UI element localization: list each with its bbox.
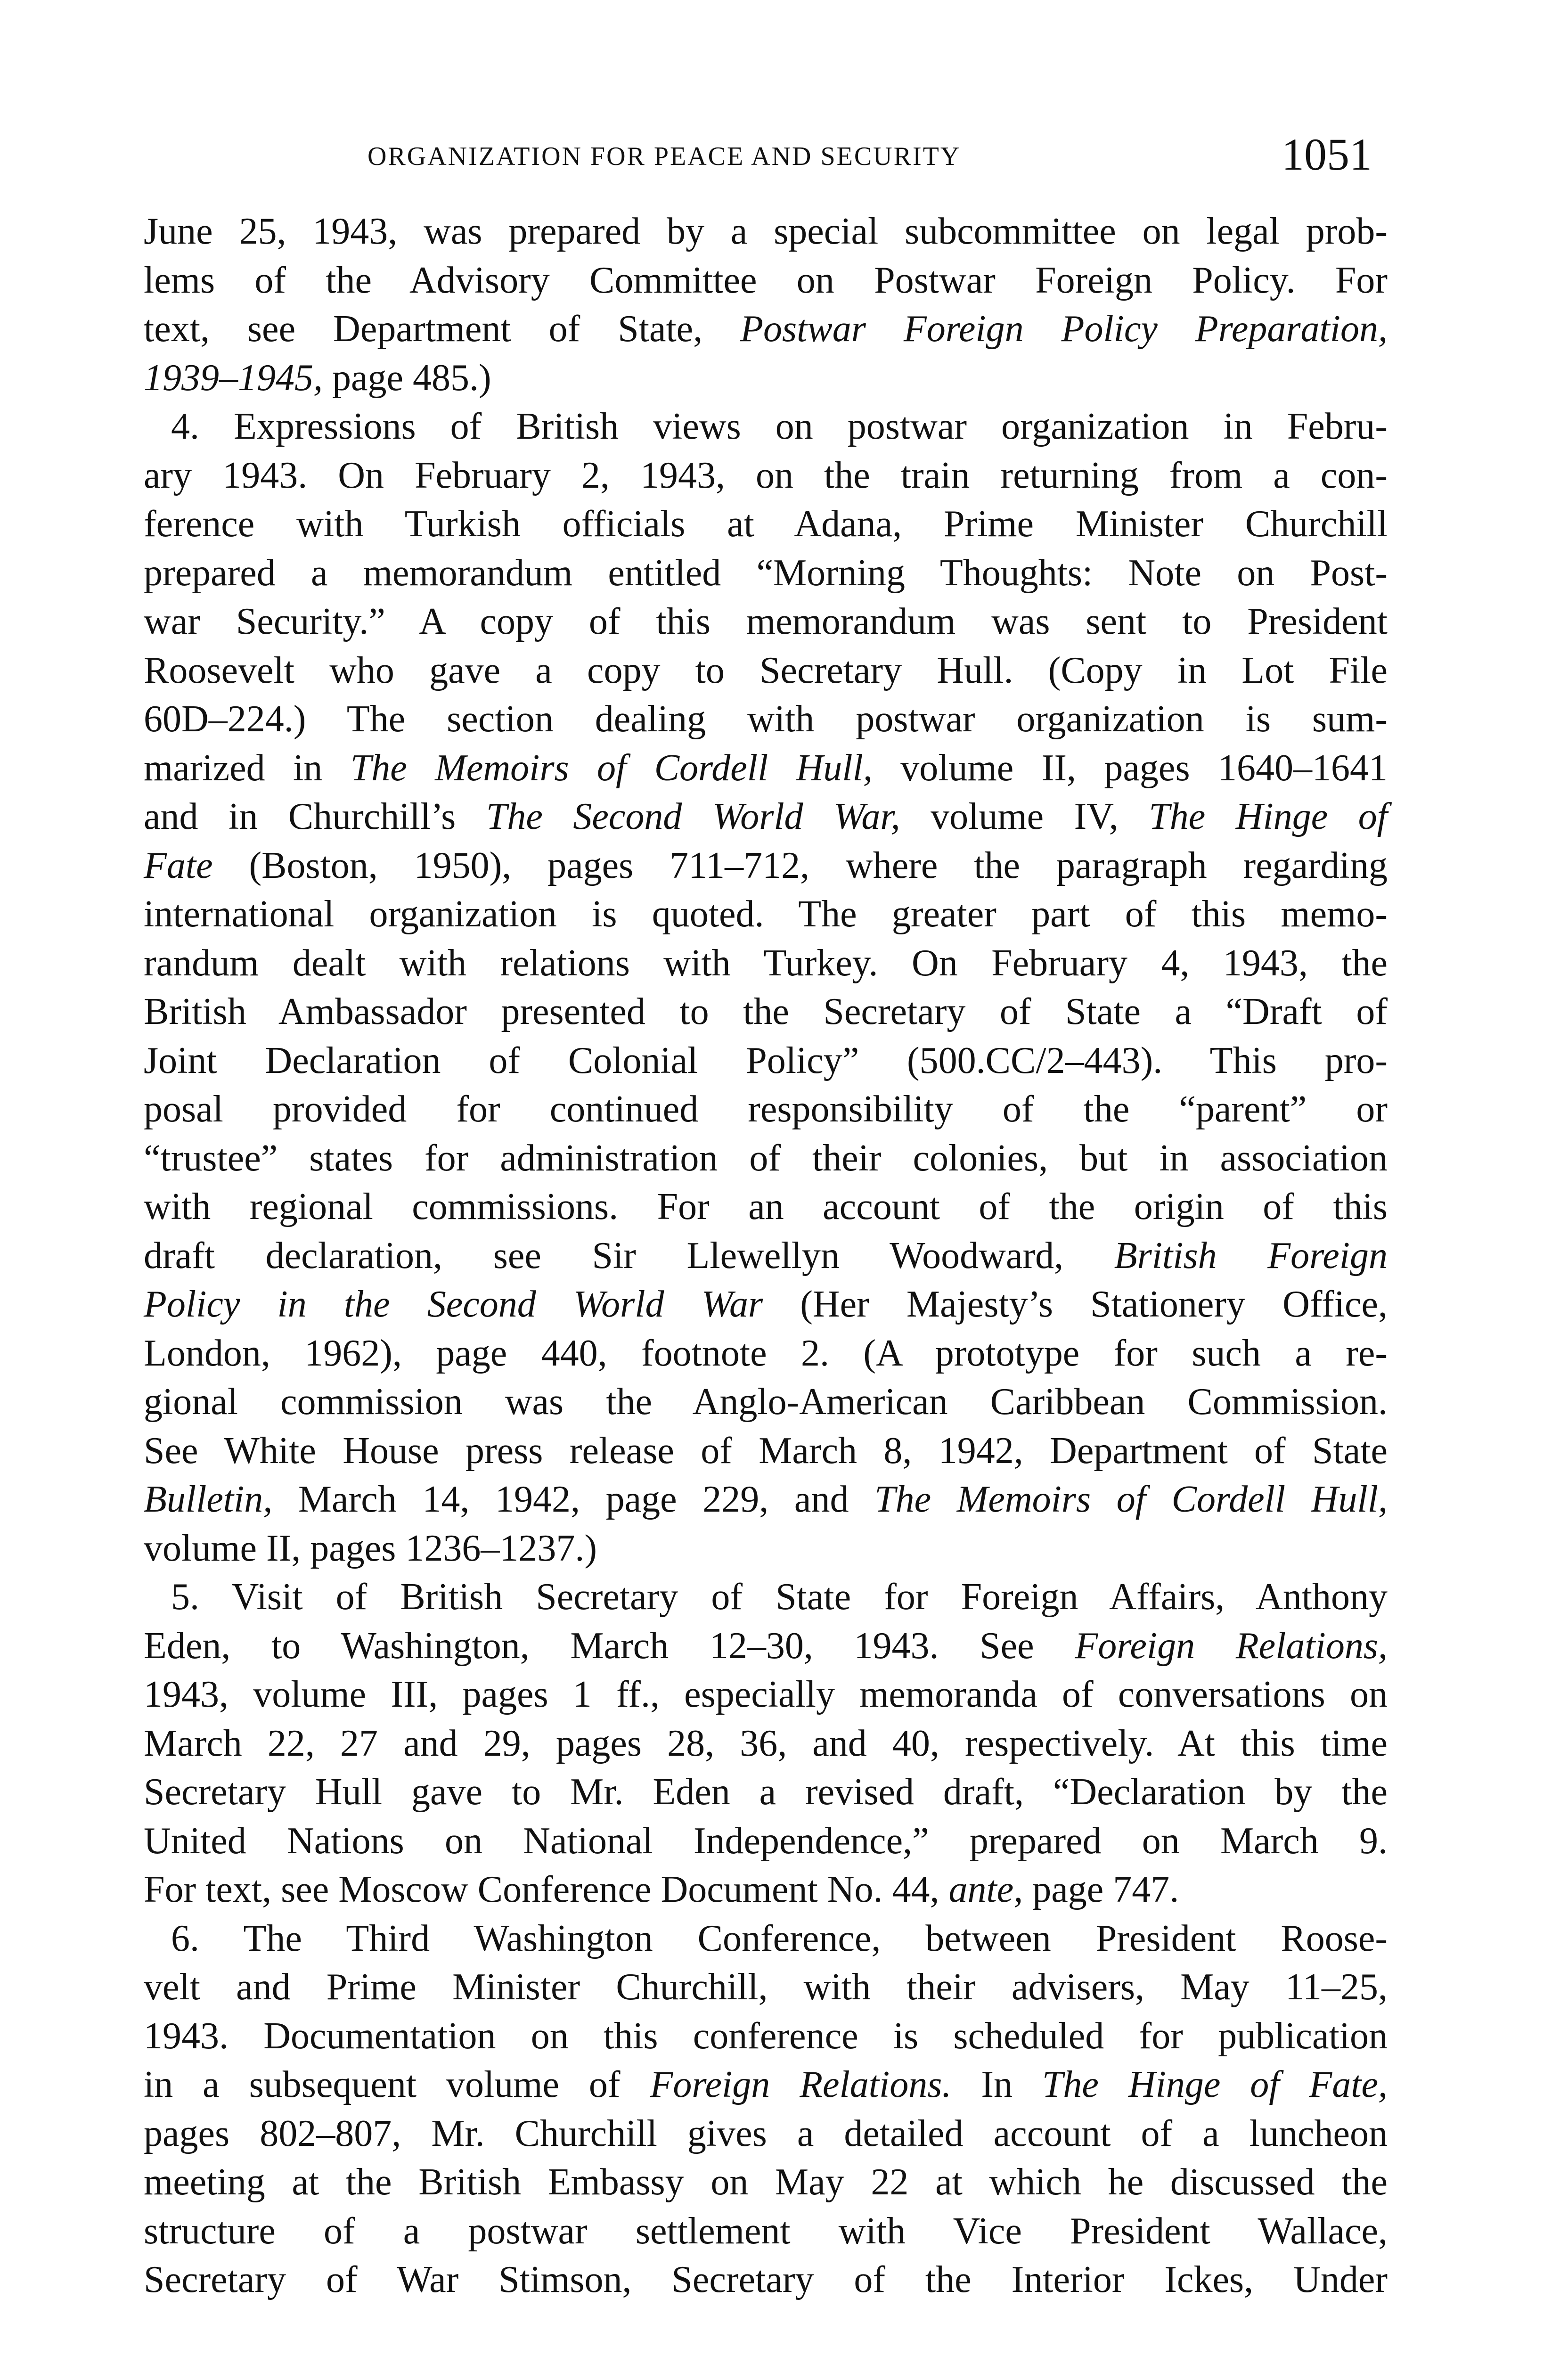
text-line: For text, see Moscow Conference Document No. 44, ante, page 747. — [144, 1869, 1179, 1910]
text-line: 5. Visit of British Secretary of State for Foreign Affairs, Anthony — [171, 1576, 1388, 1618]
text-line: volume II, pages 1236–1237.) — [144, 1527, 597, 1569]
text-line: “trustee” states for administration of their colonies, but in association — [144, 1137, 1388, 1179]
text-line: 4. Expressions of British views on postwar organization in Febru- — [171, 406, 1388, 447]
italic-title: Foreign Relations. — [650, 2064, 952, 2105]
text-line: Eden, to Washington, March 12–30, 1943. See Foreign Relations, — [144, 1625, 1388, 1667]
text-line: 6. The Third Washington Conference, between President Roose- — [171, 1917, 1388, 1959]
text-line: Bulletin, March 14, 1942, page 229, and The Memoirs of Cordell Hull, — [144, 1479, 1388, 1520]
text-line: in a subsequent volume of Foreign Relations. In The Hinge of Fate, — [144, 2064, 1388, 2105]
text-line: randum dealt with relations with Turkey. On February 4, 1943, the — [144, 942, 1388, 984]
text-line: 1943, volume III, pages 1 ff., especially memoranda of conversations on — [144, 1674, 1388, 1715]
text-line: with regional commissions. For an account of the origin of this — [144, 1186, 1388, 1227]
text-line: Joint Declaration of Colonial Policy” (500.CC/2–443). This pro- — [144, 1039, 1388, 1081]
body-text — [144, 207, 1388, 2305]
italic-title: The Second World War, — [486, 796, 900, 837]
italic-title: Fate — [144, 844, 213, 886]
text-line: posal provided for continued responsibility of the “parent” or — [144, 1088, 1388, 1130]
text-line: Roosevelt who gave a copy to Secretary Hull. (Copy in Lot File — [144, 649, 1388, 691]
text-line: 1943. Documentation on this conference is scheduled for publication — [144, 2015, 1388, 2057]
text-line: Secretary Hull gave to Mr. Eden a revised draft, “Declaration by the — [144, 1771, 1388, 1813]
text-line: and in Churchill’s The Second World War, volume IV, The Hinge of — [144, 796, 1388, 837]
text-line: See White House press release of March 8, 1942, Department of State — [144, 1430, 1388, 1472]
text-line: international organization is quoted. The greater part of this memo- — [144, 893, 1388, 935]
text-line: prepared a memorandum entitled “Morning Thoughts: Note on Post- — [144, 552, 1388, 594]
italic-title: Postwar Foreign Policy Preparation, — [740, 308, 1388, 350]
italic-title: British Foreign — [1114, 1235, 1388, 1276]
text-line: ference with Turkish officials at Adana, Prime Minister Churchill — [144, 503, 1388, 545]
italic-title: 1939–1945, — [144, 357, 323, 399]
text-line: structure of a postwar settlement with Vice President Wallace, — [144, 2210, 1388, 2252]
text-line: marized in The Memoirs of Cordell Hull, volume II, pages 1640–1641 — [144, 747, 1388, 789]
text-line: pages 802–807, Mr. Churchill gives a detailed account of a luncheon — [144, 2112, 1388, 2154]
text-line: velt and Prime Minister Churchill, with their advisers, May 11–25, — [144, 1966, 1388, 2008]
text-line: lems of the Advisory Committee on Postwar Foreign Policy. For — [144, 259, 1388, 301]
text-line: London, 1962), page 440, footnote 2. (A prototype for such a re- — [144, 1332, 1388, 1374]
italic-title: Bulletin, — [144, 1479, 273, 1520]
text-line: March 22, 27 and 29, pages 28, 36, and 40, respectively. At this time — [144, 1722, 1388, 1764]
italic-title: The Hinge of — [1149, 796, 1388, 837]
text-line: ary 1943. On February 2, 1943, on the train returning from a con- — [144, 454, 1388, 496]
text-line: text, see Department of State, Postwar Foreign Policy Preparation, — [144, 308, 1388, 350]
italic-title: Foreign Relations, — [1075, 1625, 1388, 1667]
italic-title: Policy in the Second World War — [144, 1284, 763, 1325]
text-line: Policy in the Second World War (Her Majesty’s Stationery Office, — [144, 1284, 1388, 1325]
page-number: 1051 — [1282, 129, 1372, 180]
text-line: 60D–224.) The section dealing with postwar organization is sum- — [144, 698, 1388, 740]
text-line: war Security.” A copy of this memorandum was sent to President — [144, 601, 1388, 642]
italic-title: The Memoirs of Cordell Hull, — [350, 747, 873, 789]
italic-title: The Hinge of Fate, — [1042, 2064, 1388, 2105]
text-line: June 25, 1943, was prepared by a special subcommittee on legal prob- — [144, 211, 1388, 252]
running-head: ORGANIZATION FOR PEACE AND SECURITY — [368, 142, 961, 171]
italic-title: ante, — [948, 1869, 1023, 1910]
text-line: 1939–1945, page 485.) — [144, 357, 491, 399]
text-line: gional commission was the Anglo-American Caribbean Commission. — [144, 1381, 1388, 1423]
italic-title: The Memoirs of Cordell Hull, — [874, 1479, 1388, 1520]
text-line: draft declaration, see Sir Llewellyn Woodward, British Foreign — [144, 1235, 1388, 1276]
text-line: United Nations on National Independence,” prepared on March 9. — [144, 1820, 1388, 1862]
text-line: meeting at the British Embassy on May 22 at which he discussed the — [144, 2161, 1388, 2203]
text-line: British Ambassador presented to the Secretary of State a “Draft of — [144, 991, 1388, 1032]
text-line: Secretary of War Stimson, Secretary of the Interior Ickes, Under — [144, 2259, 1388, 2300]
text-line: Fate (Boston, 1950), pages 711–712, where the paragraph regarding — [144, 844, 1388, 886]
